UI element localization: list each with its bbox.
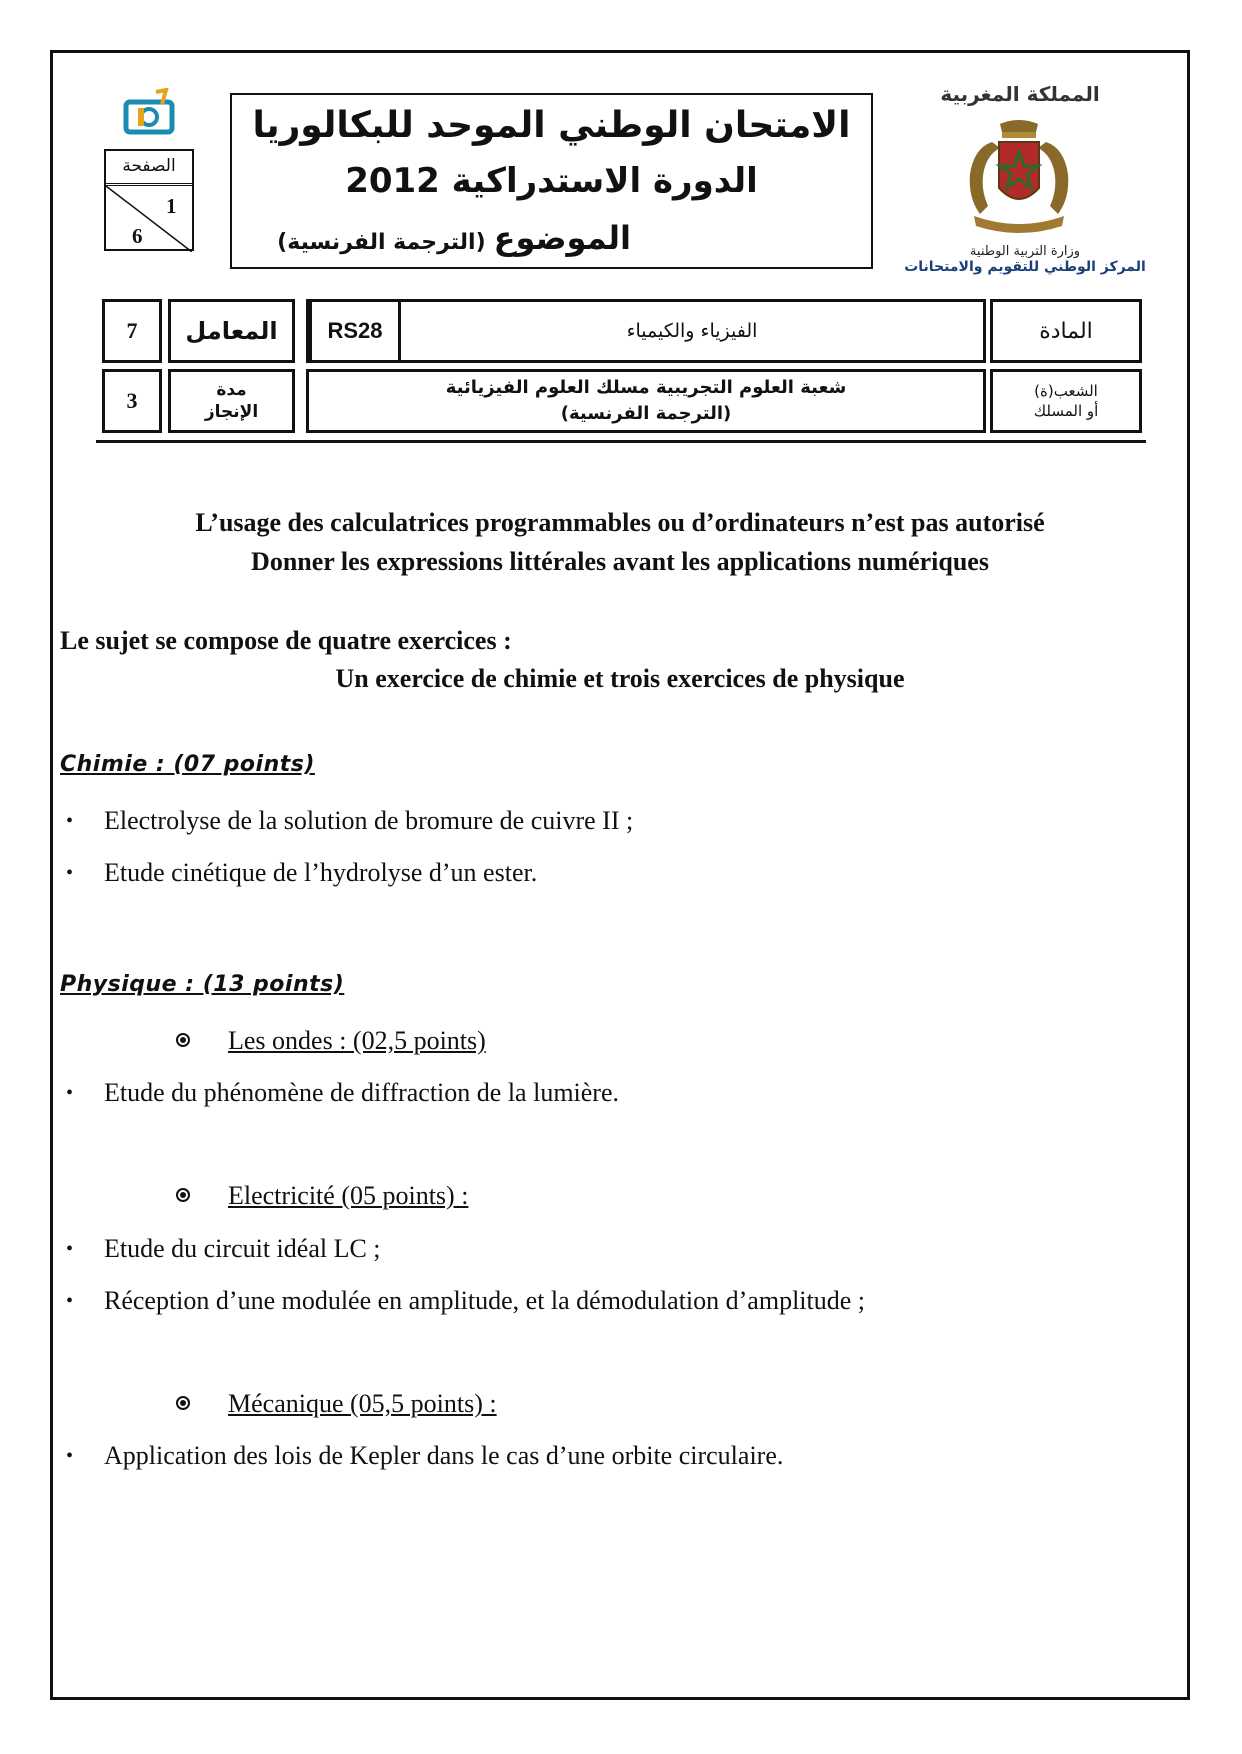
subsection-title: Mécanique (05,5 points) : (228, 1389, 497, 1418)
intro-line: Le sujet se compose de quatre exercices : (60, 626, 512, 655)
list-item (66, 1078, 619, 1108)
header-divider (96, 440, 1146, 443)
list-item-text: Réception d’une modulée en amplitude, et la démodulation d’amplitude ; (104, 1286, 866, 1315)
subsection-electricite (176, 1181, 468, 1211)
intro-detail: Un exercice de chimie et trois exercices de physique (335, 664, 905, 693)
exam-subject-line (277, 219, 631, 257)
bullet-icon: • (66, 1445, 74, 1467)
coefficient-label: المعامل (168, 299, 295, 363)
kingdom-header (900, 82, 1140, 106)
ministry-header (900, 244, 1150, 275)
exam-logo-icon (122, 88, 180, 136)
page-label: الصفحة (106, 151, 192, 186)
subject-value: الفيزياء والكيمياء (626, 320, 758, 342)
page-number-box (104, 149, 194, 251)
branch-label-line1: الشعب(ة) (1034, 382, 1098, 400)
subsection-title: Les ondes : (02,5 points) (228, 1026, 486, 1055)
exam-title-box (230, 93, 873, 269)
target-bullet-icon (176, 1033, 190, 1047)
coefficient-value: 7 (102, 299, 162, 363)
bullet-icon: • (66, 1238, 74, 1260)
instruction-expressions: Donner les expressions littérales avant les applications numériques (251, 547, 989, 576)
list-item (66, 858, 537, 888)
duration-value: 3 (102, 369, 162, 433)
subsection-mecanique (176, 1389, 497, 1419)
bullet-icon: • (66, 862, 74, 884)
duration-label (168, 369, 295, 433)
branch-label (990, 369, 1142, 433)
branch-cell (306, 369, 986, 433)
subject-label: المادة (990, 299, 1142, 363)
exam-title: الامتحان الوطني الموحد للبكالوريا (252, 105, 851, 146)
page-current: 1 (166, 194, 177, 218)
center-name: المركز الوطني للتقويم والامتحانات (904, 259, 1146, 275)
page-total: 6 (132, 224, 143, 248)
bullet-icon: • (66, 1290, 74, 1312)
branch-translation-note: (الترجمة الفرنسية) (560, 403, 732, 424)
instruction-calculators: L’usage des calculatrices programmables ou d’ordinateurs n’est pas autorisé (195, 508, 1045, 537)
list-item (66, 1234, 381, 1264)
subsection-ondes (176, 1026, 486, 1056)
list-item-text: Application des lois de Kepler dans le cas d’une orbite circulaire. (104, 1441, 784, 1470)
bullet-icon: • (66, 810, 74, 832)
duration-label-line2: الإنجاز (204, 402, 259, 422)
subsection-title: Electricité (05 points) : (228, 1181, 469, 1210)
kingdom-name: المملكة المغربية (940, 82, 1100, 106)
translation-note: (الترجمة الفرنسية) (277, 230, 486, 255)
branch-value: شعبة العلوم التجريبية مسلك العلوم الفيزيائية (445, 377, 847, 398)
list-item-text: Etude du circuit idéal LC ; (104, 1234, 381, 1263)
list-item-text: Electrolyse de la solution de bromure de cuivre II ; (104, 806, 634, 835)
exam-session: الدورة الاستدراكية 2012 (345, 161, 758, 201)
coat-of-arms-icon (944, 118, 1094, 238)
subject-cell (306, 299, 986, 363)
page-divider-line (106, 186, 192, 252)
target-bullet-icon (176, 1188, 190, 1202)
target-bullet-icon (176, 1396, 190, 1410)
ministry-name: وزارة التربية الوطنية (969, 244, 1081, 259)
subject-word: الموضوع (493, 219, 631, 257)
duration-label-line1: مدة (216, 380, 247, 400)
branch-label-line2: أو المسلك (1033, 402, 1099, 420)
list-item-text: Etude cinétique de l’hydrolyse d’un ester. (104, 858, 538, 887)
subject-code: RS28 (309, 299, 401, 363)
list-item (66, 1286, 865, 1316)
list-item-text: Etude du phénomène de diffraction de la lumière. (104, 1078, 619, 1107)
bullet-icon: • (66, 1082, 74, 1104)
list-item (66, 1441, 783, 1471)
section-heading-physique: Physique : (13 points) (60, 972, 345, 997)
list-item (66, 806, 633, 836)
section-heading-chimie: Chimie : (07 points) (60, 752, 315, 777)
